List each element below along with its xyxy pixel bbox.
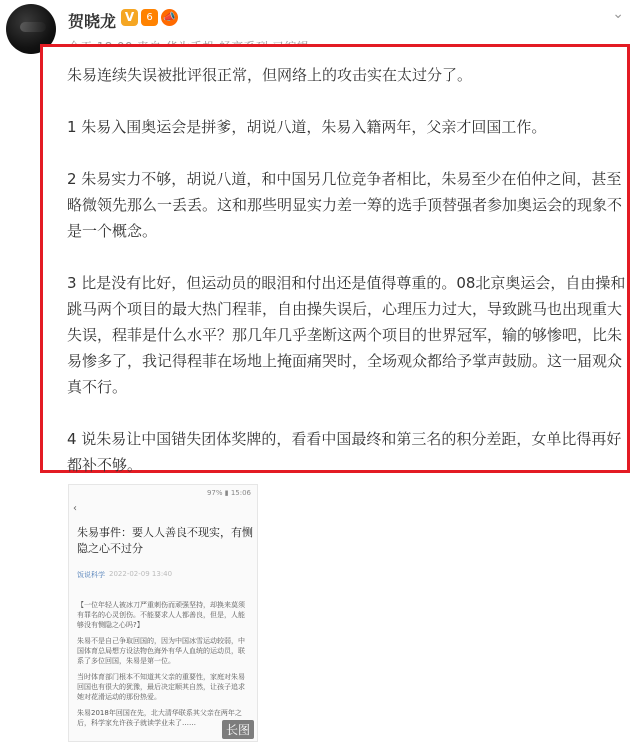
horn-badge-icon: 📣	[161, 9, 178, 26]
level-badge-icon: 6	[141, 9, 158, 26]
avatar-image	[20, 22, 46, 32]
article-title: 朱易事件：要人人善良不现实，有恻隐之心不过分	[77, 526, 253, 555]
user-badges	[121, 9, 178, 26]
article-paragraph: 朱易2018年回国在先，北大清华联系其父亲在两年之后，科学家允许孩子就读学业未了……	[77, 709, 242, 727]
article-date: 2022-02-09 13:40	[109, 570, 173, 578]
phone-status-bar	[69, 485, 257, 501]
post-paragraph: 4 说朱易让中国错失团体奖牌的，看看中国最终和第三名的积分差距，女单比得再好都补不够。	[67, 430, 622, 474]
chevron-down-icon[interactable]: ⌄	[612, 6, 624, 22]
verified-badge-icon: V	[121, 9, 138, 26]
username[interactable]: 贺晓龙	[68, 12, 117, 31]
status-right: 97% ▮ 15:06	[206, 489, 251, 497]
article-paragraph: 【一位年轻人被冰刀严重刺伤而顽强坚持，却换来莫须有罪名的心灵创伤。不能要求人人都善良，但是，人能够没有恻隐之心吗?】	[77, 601, 245, 629]
article-paragraph: 当时体育部门根本不知道其父亲的重要性，家庭对朱易回国也有很大的犹豫，最后决定顺其自然，让孩子追求她对花滑运动的那份热爱。	[77, 673, 245, 701]
article-body	[77, 600, 249, 734]
long-image-tag: 长图	[222, 720, 254, 739]
article-author: 饭说科学	[77, 571, 105, 579]
post-paragraph: 2 朱易实力不够，胡说八道，和中国另几位竞争者相比，朱易至少在伯仲之间，甚至略微领先那么一丢丢。这和那些明显实力差一筹的选手顶替强者参加奥运会的现象不是一个概念。	[67, 170, 623, 240]
post-paragraph: 1 朱易入围奥运会是拼爹，胡说八道，朱易入籍两年，父亲才回国工作。	[67, 118, 547, 136]
post-text	[67, 62, 627, 478]
post-paragraph: 朱易连续失误被批评很正常，但网络上的攻击实在太过分了。	[67, 66, 473, 84]
attachment-image[interactable]	[68, 484, 258, 742]
article-paragraph: 朱易不是自己争取回国的，因为中国冰雪运动较弱，中国体育总局想方设法物色海外有华人血统的运动员，联系了多位回国，朱易是第一位。	[77, 637, 245, 665]
post-paragraph: 3 比是没有比好，但运动员的眼泪和付出还是值得尊重的。08北京奥运会，自由操和跳马两个项目的最大热门程菲，自由操失误后，心理压力过大，导致跳马也出现重大失误，程菲是什么水平？那几年几乎垄断这两个项目的世界冠军，输的够惨吧，比朱易惨多了，我记得程菲在场地上掩面痛哭时，全场观众都给予掌声鼓励。这一届观众真不行。	[67, 274, 626, 396]
back-arrow-icon: ‹	[73, 503, 77, 514]
